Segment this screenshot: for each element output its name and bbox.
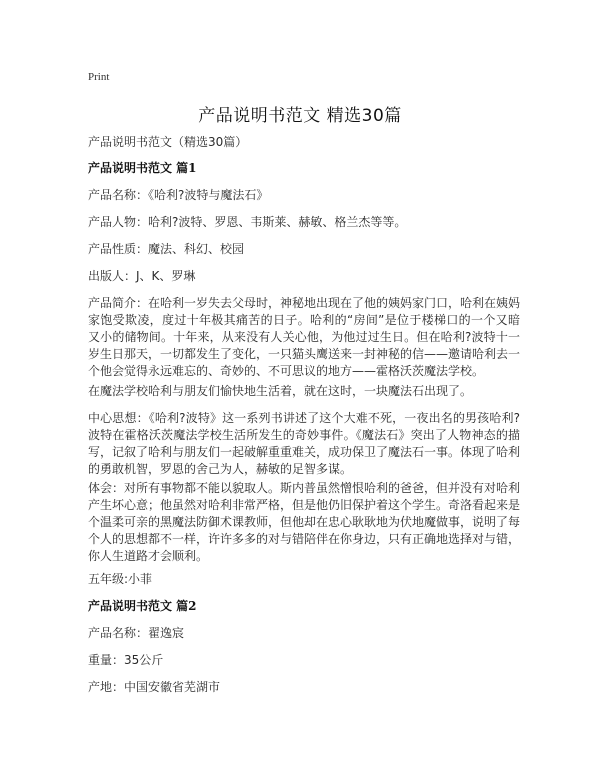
main-idea: 中心思想：《哈利?波特》这一系列书讲述了这个大难不死，一夜出名的男孩哈利?波特在霍格沃茨魔法学校生活所发生的奇妙事件。《魔法石》突出了人物神态的描写，记叙了哈利与朋友们一起破解重重难关，成功保卫了魔法石一事。体现了哈利的勇敢机智，罗恩的舍己为人，赫敏的足智多谋。 (88, 411, 521, 476)
section2-weight: 重量：35公斤 (88, 653, 164, 667)
school-paragraph: 在魔法学校哈利与朋友们愉快地生活着，就在这时，一块魔法石出现了。 (88, 384, 473, 398)
product-name: 产品名称：《哈利?波特与魔法石》 (88, 188, 269, 202)
section1-heading: 产品说明书范文 篇1 (88, 161, 197, 175)
document-subtitle: 产品说明书范文（精选30篇） (88, 135, 248, 149)
reflection: 体会：对所有事物都不能以貌取人。斯内普虽然憎恨哈利的爸爸，但并没有对哈利产生坏心意；他虽然对哈利非常严格，但是他仍旧保护着这个学生。奇洛看起来是个温柔可亲的黑魔法防御术课教师，但他却在忠心耿耿地为伏地魔做事，说明了每个人的思想都不一样，许许多多的对与错陪伴在你身边，只有正确地选择对与错，你人生道路才会顺利。 (88, 481, 521, 563)
document-title: 产品说明书范文 精选30篇 (198, 106, 402, 126)
section2-heading: 产品说明书范文 篇2 (88, 599, 197, 613)
product-nature: 产品性质：魔法、科幻、校园 (88, 242, 245, 256)
product-publisher: 出版人：J、K、罗琳 (88, 269, 196, 283)
author: 五年级:小菲 (88, 572, 153, 586)
product-characters: 产品人物：哈利?波特、罗恩、韦斯莱、赫敏、格兰杰等等。 (88, 215, 407, 229)
section2-product-name: 产品名称：翟逸宸 (88, 626, 185, 640)
product-intro: 产品简介：在哈利一岁失去父母时，神秘地出现在了他的姨妈家门口，哈利在姨妈家饱受欺凌，度过十年极其痛苦的日子。哈利的“房间”是位于楼梯口的一个又暗又小的储物间。十年来，从来没有人关心他，为他过过生日。但在哈利?波特十一岁生日那天，一切都发生了变化，一只猫头鹰送来一封神秘的信——邀请哈利去一个他会觉得永远难忘的、奇妙的、不可思议的地方——霍格沃茨魔法学校。 (88, 296, 521, 378)
print-label: Print (88, 71, 110, 83)
section2-origin: 产地：中国安徽省芜湖市 (88, 680, 221, 694)
